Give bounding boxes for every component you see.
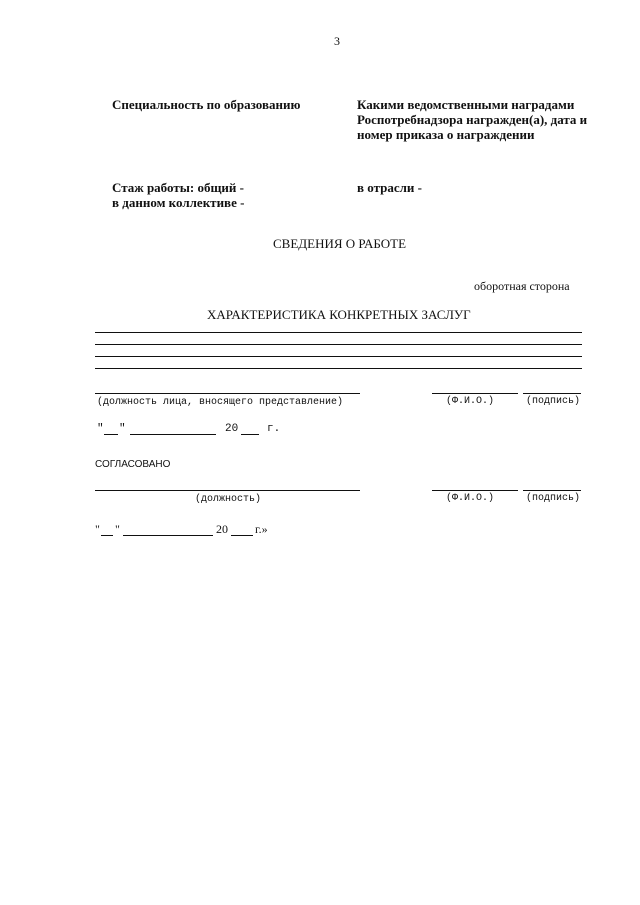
date-quote-close: ": [119, 423, 126, 435]
merits-line: [95, 332, 582, 333]
experience-general: Стаж работы: общий -: [112, 180, 244, 195]
date-year: 20: [216, 522, 228, 536]
merits-line: [95, 368, 582, 369]
day-blank: [101, 535, 113, 536]
date-quote-close: ": [115, 522, 120, 536]
merits-line: [95, 356, 582, 357]
fio-underline: [432, 393, 518, 394]
position-underline: [95, 490, 360, 491]
position-underline: [95, 393, 360, 394]
page-number: 3: [334, 34, 340, 48]
fio-underline: [432, 490, 518, 491]
awards-line: Какими ведомственными наградами: [357, 97, 575, 112]
signature-caption: (подпись): [526, 493, 581, 504]
date-suffix: г.: [267, 423, 281, 435]
awards-line: Роспотребнадзора награжден(а), дата и: [357, 112, 588, 127]
date-suffix: г.»: [255, 522, 268, 536]
month-blank: [123, 535, 213, 536]
merits-line: [95, 344, 582, 345]
experience-collective: в данном коллективе -: [112, 195, 245, 210]
approved-label: СОГЛАСОВАНО: [95, 459, 171, 470]
date-row: [95, 522, 295, 538]
day-blank: [104, 434, 118, 435]
signature-underline: [523, 490, 581, 491]
awards-question: [357, 97, 617, 142]
fio-caption: (Ф.И.О.): [446, 396, 495, 407]
year-blank: [241, 434, 259, 435]
position-caption: (должность): [195, 494, 262, 505]
position-caption: (должность лица, вносящего представление): [97, 397, 344, 408]
signature-underline: [523, 393, 581, 394]
fio-caption: (Ф.И.О.): [446, 493, 495, 504]
signature-caption: (подпись): [526, 396, 581, 407]
date-row: [97, 423, 297, 437]
experience-block: [112, 180, 244, 210]
merits-title: ХАРАКТЕРИСТИКА КОНКРЕТНЫХ ЗАСЛУГ: [207, 307, 471, 322]
specialty-label: Специальность по образованию: [112, 97, 301, 112]
awards-line: номер приказа о награждении: [357, 127, 535, 142]
date-year: 20: [225, 423, 239, 435]
section-title: СВЕДЕНИЯ О РАБОТЕ: [273, 236, 407, 251]
month-blank: [130, 434, 216, 435]
experience-industry: в отрасли -: [357, 180, 423, 195]
date-quote-open: ": [97, 423, 104, 435]
date-quote-open: ": [95, 522, 100, 536]
year-blank: [231, 535, 253, 536]
reverse-side-note: оборотная сторона: [474, 279, 570, 293]
